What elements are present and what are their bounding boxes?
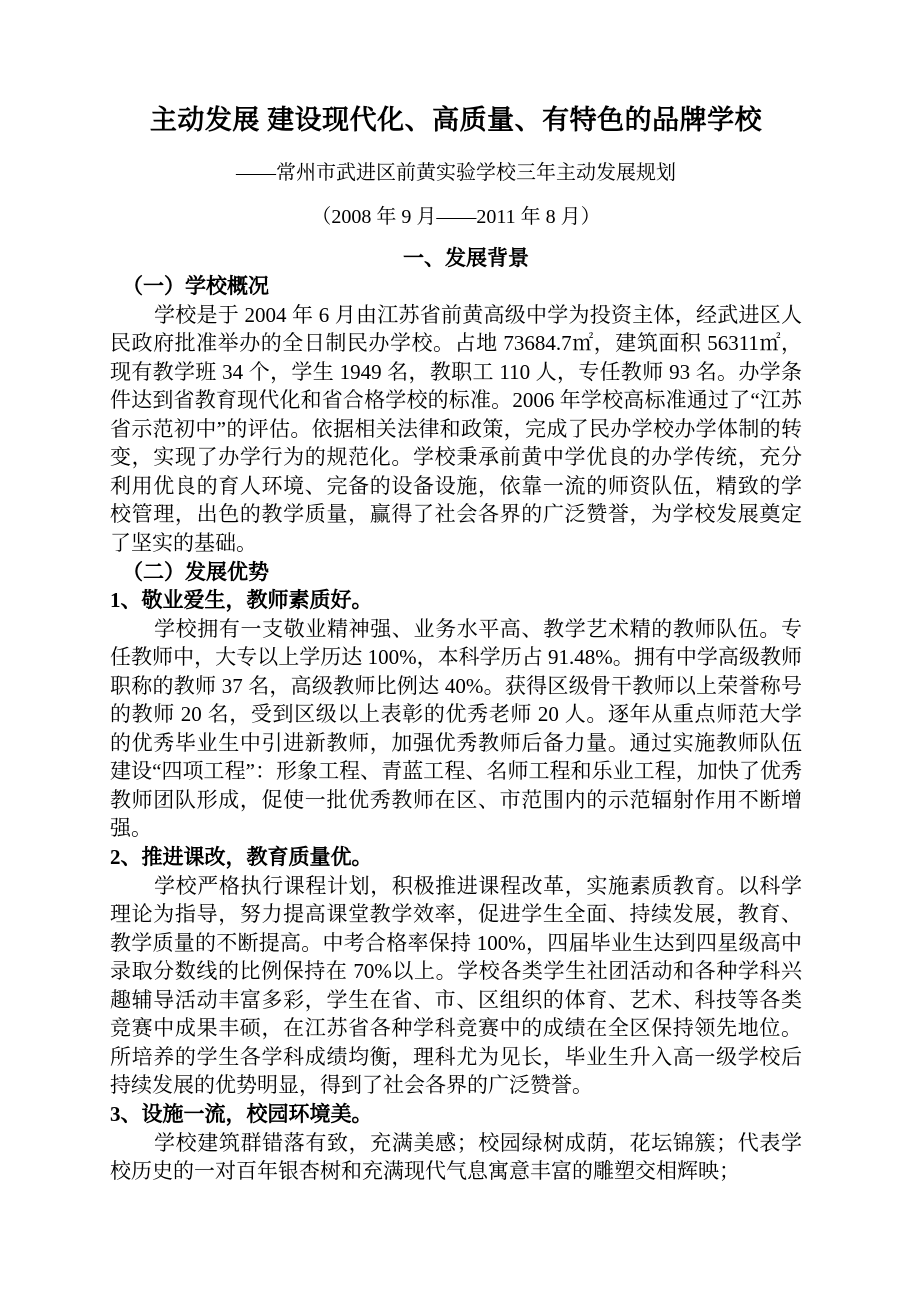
item-heading-curriculum-reform: 2、推进课改，教育质量优。 xyxy=(110,845,373,870)
document-title: 主动发展 建设现代化、高质量、有特色的品牌学校 xyxy=(149,105,763,135)
item-heading-campus-facilities: 3、设施一流，校园环境美。 xyxy=(110,1101,373,1126)
document-date-range: （2008 年 9 月——2011 年 8 月） xyxy=(311,205,601,228)
document-subtitle: ——常州市武进区前黄实验学校三年主动发展规划 xyxy=(236,161,676,184)
paragraph-teacher-quality: 学校拥有一支敬业精神强、业务水平高、教学艺术精的教师队伍。专任教师中，大专以上学历达 100%，本科学历占 91.48%。拥有中学高级教师职称的教师 37 名，高级教师比例达 40%。获得区级骨干教师以上荣誉称号的教师 20 名，受到区级以上表彰的优秀老师 20 人。逐年从重点师范大学的优秀毕业生中引进新教师，加强优秀教师后备力量。通过实施教师队伍建设“四项工程”：形象工程、青蓝工程、名师工程和乐业工程，加快了优秀教师团队形成，促使一批优秀教师在区、市范围内的示范辐射作用不断增强。 xyxy=(110,616,802,841)
section-heading-development-background: 一、发展背景 xyxy=(403,245,529,270)
paragraph-curriculum-reform: 学校严格执行课程计划，积极推进课程改革，实施素质教育。以科学理论为指导，努力提高课堂教学效率，促进学生全面、持续发展，教育、教学质量的不断提高。中考合格率保持 100%，四届毕业生达到四星级高中录取分数线的比例保持在 70%以上。学校各类学生社团活动和各种学科兴趣辅导活动丰富多彩，学生在省、市、区组织的体育、艺术、科技等各类竞赛中成果丰硕，在江苏省各种学科竞赛中的成绩在全区保持领先地位。所培养的学生各学科成绩均衡，理科尤为见长，毕业生升入高一级学校后持续发展的优势明显，得到了社会各界的广泛赞誉。 xyxy=(110,873,802,1098)
subsection-heading-development-advantages: （二）发展优势 xyxy=(122,559,269,584)
document-content xyxy=(110,0,802,1186)
paragraph-campus-facilities: 学校建筑群错落有致，充满美感；校园绿树成荫，花坛锦簇；代表学校历史的一对百年银杏树和充满现代气息寓意丰富的雕塑交相辉映； xyxy=(110,1130,802,1184)
item-heading-teacher-quality: 1、敬业爱生，教师素质好。 xyxy=(110,588,373,613)
paragraph-school-overview: 学校是于 2004 年 6 月由江苏省前黄高级中学为投资主体，经武进区人民政府批准举办的全日制民办学校。占地 73684.7㎡，建筑面积 56311㎡，现有教学班 34 个，学生 1949 名，教职工 110 人，专任教师 93 名。办学条件达到省教育现代化和省合格学校的标准。2006 年学校高标准通过了“江苏省示范初中”的评估。依据相关法律和政策，完成了民办学校办学体制的转变，实现了办学行为的规范化。学校秉承前黄中学优良的办学传统，充分利用优良的育人环境、完备的设备设施，依靠一流的师资队伍，精致的学校管理，出色的教学质量，赢得了社会各界的广泛赞誉，为学校发展奠定了坚实的基础。 xyxy=(110,302,802,556)
subsection-heading-school-overview: （一）学校概况 xyxy=(122,274,269,299)
